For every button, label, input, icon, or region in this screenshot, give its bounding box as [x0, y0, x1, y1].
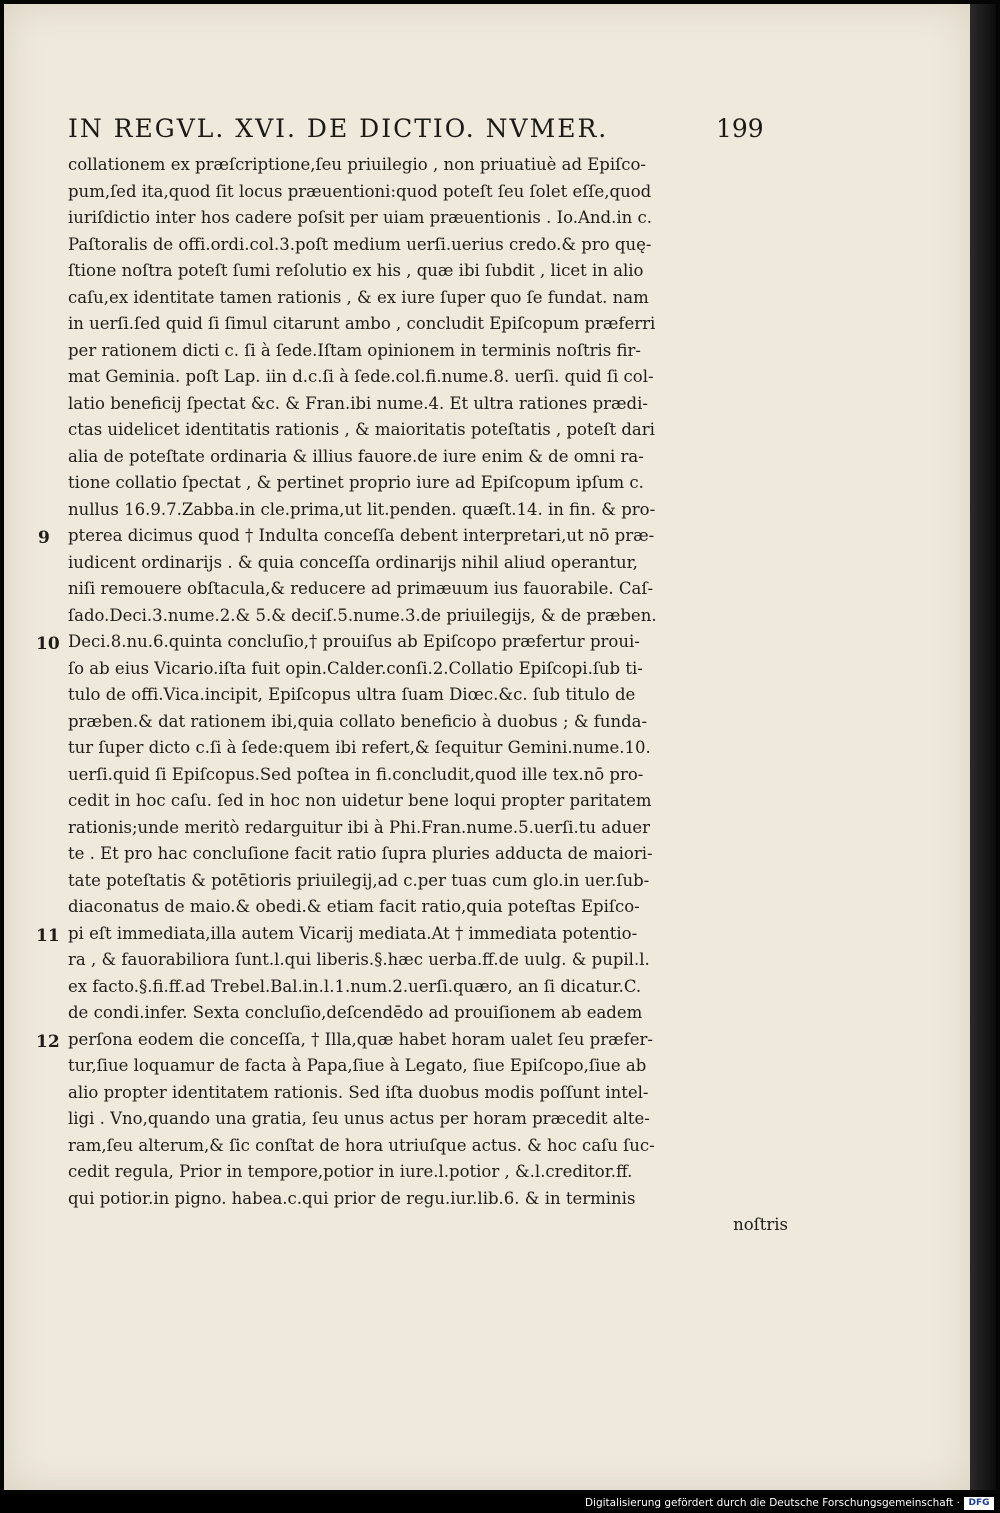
text-line: rationis;unde meritò redarguitur ibi à Phi.Fran.nume.5.uerſi.tu aduer — [68, 817, 650, 837]
running-title: IN REGVL. XVI. DE DICTIO. NVMER. — [68, 114, 609, 143]
margin-number: 10 — [36, 634, 60, 654]
footer-credit: Digitalisierung gefördert durch die Deutsche Forschungsgemeinschaft · — [584, 1497, 960, 1509]
text-line: iudicent ordinarijs . & quia conceſſa ordinarijs nihil aliud operantur, — [68, 552, 638, 572]
margin-number: 12 — [36, 1031, 60, 1052]
text-line: in uerſi.ſed quid ſi ſimul citarunt ambo , concludit Epiſcopum præferri — [68, 314, 656, 333]
text-line: Paſtoralis de offi.ordi.col.3.poſt medium uerſi.uerius credo.& pro quę- — [68, 234, 652, 254]
text-line: cedit in hoc caſu. ſed in hoc non uidetur bene loqui propter paritatem — [68, 791, 652, 810]
body-text — [68, 152, 788, 1239]
text-line: ſado.Deci.3.nume.2.& 5.& deciſ.5.nume.3.de priuilegijs, & de præben. — [68, 605, 657, 625]
text-line: uerſi.quid ſi Epiſcopus.Sed poſtea in fi.concludit,quod ille tex.nō pro- — [68, 764, 644, 784]
text-line: ram,ſeu alterum,& ſic conſtat de hora utriuſque actus. & hoc caſu ſuc- — [68, 1135, 655, 1155]
text-line: tulo de offi.Vica.incipit, Epiſcopus ultra ſuam Diœc.&c. ſub titulo de — [68, 685, 636, 704]
text-line: niſi remouere obſtacula,& reducere ad primæuum ius fauorabile. Caſ- — [68, 579, 654, 598]
text-line: pum,ſed ita,quod ſit locus præuentioni:quod poteſt ſeu ſolet eſſe,quod — [68, 181, 652, 201]
text-line: per rationem dicti c. ſi à ſede.Iſtam opinionem in terminis noſtris fir- — [68, 340, 641, 360]
text-line: pi eſt immediata,illa autem Vicarij mediata.At † immediata potentio- — [68, 923, 638, 943]
text-line: collationem ex præſcriptione,ſeu priuilegio , non priuatiuè ad Epiſco- — [68, 155, 646, 174]
text-line: alio propter identitatem rationis. Sed iſta duobus modis poſſunt intel- — [68, 1082, 649, 1102]
text-line: nullus 16.9.7.Zabba.in cle.prima,ut lit.penden. quæſt.14. in fin. & pro- — [68, 499, 656, 519]
page-edge — [970, 4, 996, 1490]
catchword: noſtris — [733, 1215, 788, 1234]
page-number: 199 — [716, 114, 764, 143]
text-line: perſona eodem die conceſſa, † Illa,quæ habet horam ualet ſeu præfer- — [68, 1029, 653, 1049]
footer-bar — [0, 1494, 1000, 1513]
text-line: qui potior.in pigno. habea.c.qui prior de regu.iur.lib.6. & in terminis — [68, 1188, 636, 1208]
text-line: tur,ſiue loquamur de facta à Papa,ſiue à Legato, ſiue Epiſcopo,ſiue ab — [68, 1056, 647, 1075]
text-line: pterea dicimus quod † Indulta conceſſa debent interpretari,ut nō præ- — [68, 526, 655, 545]
text-line: tione collatio ſpectat , & pertinet proprio iure ad Epiſcopum ipſum c. — [68, 473, 644, 492]
text-line: tate poteſtatis & potētioris priuilegij,ad c.per tuas cum glo.in uer.ſub- — [68, 870, 650, 890]
dfg-logo: DFG — [964, 1497, 994, 1510]
text-line: ſo ab eius Vicario.iſta fuit opin.Calder.conſi.2.Collatio Epiſcopi.ſub ti- — [68, 658, 643, 678]
text-line: alia de poteſtate ordinaria & illius fauore.de iure enim & de omni ra- — [68, 446, 644, 466]
text-line: tur ſuper dicto c.ſi à ſede:quem ibi refert,& ſequitur Gemini.nume.10. — [68, 738, 651, 757]
text-line: mat Geminia. poſt Lap. iin d.c.ſi à ſede.col.fi.nume.8. uerſi. quid ſi col- — [68, 367, 654, 386]
text-line: præben.& dat rationem ibi,quia collato beneficio à duobus ; & funda- — [68, 711, 648, 731]
text-line: ex facto.§.fi.ff.ad Trebel.Bal.in.l.1.num.2.uerſi.quæro, an ſi dicatur.C. — [68, 976, 642, 996]
text-line: latio beneficij ſpectat &c. & Fran.ibi nume.4. Et ultra rationes prædi- — [68, 393, 648, 413]
margin-number: 9 — [38, 528, 50, 548]
text-line: ctas uidelicet identitatis rationis , & maioritatis poteſtatis , poteſt dari — [68, 420, 655, 439]
text-line: Deci.8.nu.6.quinta concluſio,† prouiſus ab Epiſcopo præfertur proui- — [68, 632, 640, 651]
text-line: de condi.infer. Sexta concluſio,deſcendēdo ad prouiſionem ab eadem — [68, 1003, 643, 1022]
text-line: iuriſdictio inter hos cadere poſsit per uiam præuentionis . Io.And.in c. — [68, 208, 652, 227]
text-line: ra , & fauorabiliora ſunt.l.qui liberis.§.hæc uerba.ff.de uulg. & pupil.l. — [68, 950, 650, 969]
text-line: ligi . Vno,quando una gratia, ſeu unus actus per horam præcedit alte- — [68, 1109, 650, 1128]
text-line: diaconatus de maio.& obedi.& etiam facit ratio,quia poteſtas Epiſco- — [68, 897, 640, 916]
text-line: te . Et pro hac concluſione facit ratio ſupra pluries adducta de maiori- — [68, 844, 653, 863]
text-line: ſtione noſtra poteſt ſumi reſolutio ex his , quæ ibi ſubdit , licet in alio — [68, 261, 644, 280]
text-line: cedit regula, Prior in tempore,potior in iure.l.potior , &.l.creditor.ff. — [68, 1162, 633, 1181]
text-line: caſu,ex identitate tamen rationis , & ex iure ſuper quo ſe fundat. nam — [68, 287, 649, 307]
margin-number: 11 — [36, 925, 60, 946]
